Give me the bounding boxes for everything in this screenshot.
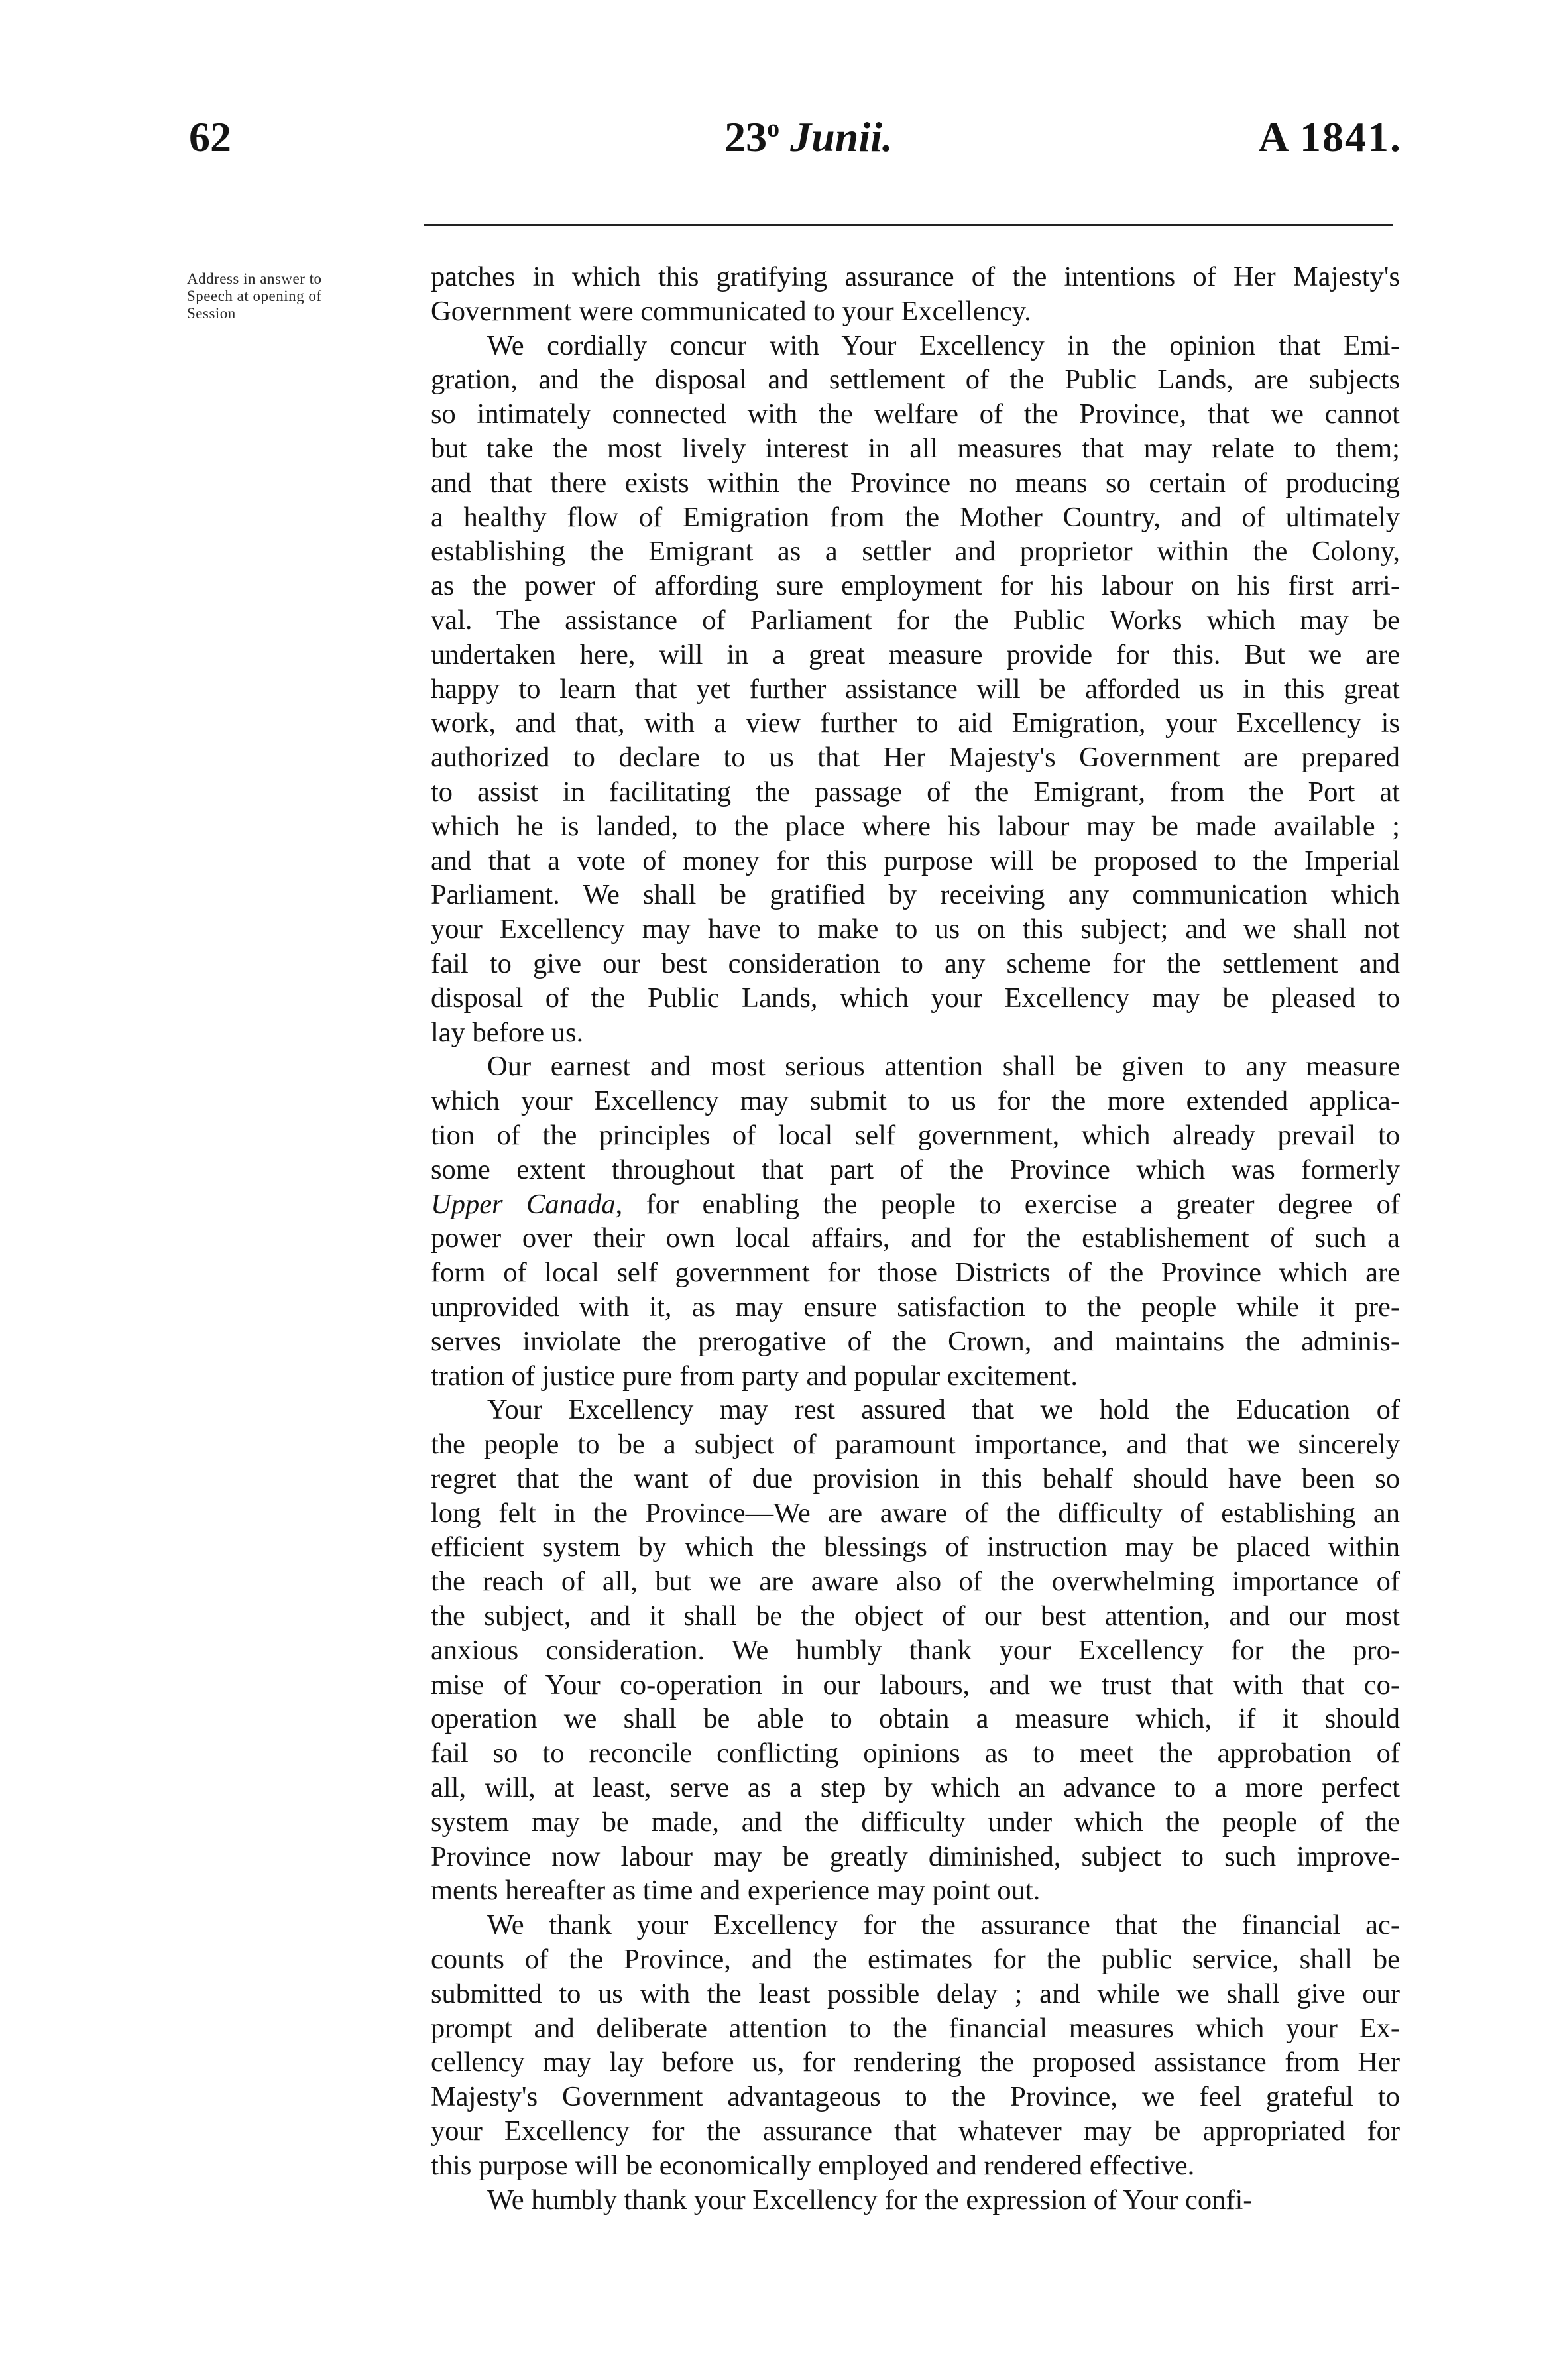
text-line: power over their own local affairs, and for the establishement of such a (431, 1222, 1400, 1254)
text-line: your Excellency for the assurance that whatever may be appropriated for (431, 2115, 1400, 2147)
text-line: to assist in facilitating the passage of the Emigrant, from the Port at (431, 776, 1400, 807)
text-line: system may be made, and the difficulty under which the people of the (431, 1806, 1400, 1838)
text-line: form of local self government for those Districts of the Province which are (431, 1257, 1400, 1289)
text-line: tion of the principles of local self government, which already prevail to (431, 1119, 1400, 1151)
text-line: We cordially concur with Your Excellency in the opinion that Emi- (487, 329, 1400, 361)
text-line: val. The assistance of Parliament for the Public Works which may be (431, 604, 1400, 636)
text-line: operation we shall be able to obtain a measure which, if it should (431, 1703, 1400, 1735)
text-line: We humbly thank your Excellency for the expression of Your confi- (487, 2184, 1253, 2216)
text-line: anxious consideration. We humbly thank your Excellency for the pro- (431, 1634, 1400, 1666)
text-line: establishing the Emigrant as a settler and proprietor within the Colony, (431, 536, 1400, 567)
text-line: Your Excellency may rest assured that we hold the Education of (487, 1394, 1400, 1426)
text-line: the reach of all, but we are aware also of the overwhelming importance of (431, 1566, 1400, 1598)
text-line: lay before us. (431, 1016, 584, 1048)
text-line: cellency may lay before us, for rendering the proposed assistance from Her (431, 2047, 1400, 2078)
text-line: regret that the want of due provision in this behalf should have been so (431, 1462, 1400, 1494)
text-line: mise of Your co-operation in our labours, and we trust that with that co- (431, 1669, 1400, 1700)
text-line: ments hereafter as time and experience may point out. (431, 1875, 1041, 1907)
marginal-note-line: Speech at opening of (187, 288, 322, 304)
text-line: tration of justice pure from party and popular excitement. (431, 1360, 1078, 1392)
text-line: We thank your Excellency for the assurance that the financial ac- (487, 1909, 1400, 1941)
text-line: your Excellency may have to make to us on this subject; and we shall not (431, 914, 1400, 945)
text-line: disposal of the Public Lands, which your Excellency may be pleased to (431, 982, 1400, 1014)
text-line: undertaken here, will in a great measure provide for this. But we are (431, 638, 1400, 670)
text-line: efficient system by which the blessings of instruction may be placed within (431, 1531, 1400, 1563)
text-line: long felt in the Province—We are aware of the difficulty of establishing an (431, 1497, 1400, 1529)
marginal-note (187, 270, 426, 322)
text-line: which your Excellency may submit to us for the more extended applica- (431, 1085, 1400, 1117)
text-line: as the power of affording sure employment for his labour on his first arri- (431, 570, 1400, 602)
text-line: Our earnest and most serious attention shall be given to any measure (487, 1051, 1400, 1083)
text-line: patches in which this gratifying assurance of the intentions of Her Majesty's (431, 261, 1400, 292)
date-month: Junii. (790, 113, 893, 160)
text-line: the subject, and it shall be the object of our best attention, and our most (431, 1600, 1400, 1632)
text-line: Government were communicated to your Excellency. (431, 295, 1031, 327)
text-line: this purpose will be economically employed and rendered effective. (431, 2149, 1195, 2181)
header-year: A 1841. (1258, 113, 1402, 160)
marginal-note-line: Address in answer to (187, 270, 322, 287)
page-number: 62 (189, 113, 231, 160)
header-date (724, 113, 893, 162)
text-line: Majesty's Government advantageous to the Province, we feel grateful to (431, 2081, 1400, 2113)
text-line: happy to learn that yet further assistance will be afforded us in this great (431, 673, 1400, 705)
text-line: work, and that, with a view further to aid Emigration, your Excellency is (431, 707, 1400, 739)
text-line: so intimately connected with the welfare of the Province, that we cannot (431, 398, 1400, 430)
text-line: Parliament. We shall be gratified by receiving any communication which (431, 879, 1400, 911)
text-line: serves inviolate the prerogative of the Crown, and maintains the adminis- (431, 1325, 1400, 1357)
text-line: all, will, at least, serve as a step by which an advance to a more perfect (431, 1772, 1400, 1804)
text-line: which he is landed, to the place where his labour may be made available ; (431, 810, 1400, 842)
text-line: gration, and the disposal and settlement of the Public Lands, are subjects (431, 364, 1400, 396)
text-line: the people to be a subject of paramount importance, and that we sincerely (431, 1429, 1400, 1460)
text-line: unprovided with it, as may ensure satisfaction to the people while it pre- (431, 1291, 1400, 1323)
date-degree: o (767, 114, 780, 143)
body-text (431, 260, 1400, 2217)
text-line: but take the most lively interest in all measures that may relate to them; (431, 432, 1400, 464)
text-line: submitted to us with the least possible delay ; and while we shall give our (431, 1978, 1400, 2009)
text-line: fail to give our best consideration to any scheme for the settlement and (431, 947, 1400, 979)
text-line: and that a vote of money for this purpose will be proposed to the Imperial (431, 845, 1400, 876)
marginal-note-line: Session (187, 305, 236, 322)
text-line: fail so to reconcile conflicting opinions as to meet the approbation of (431, 1738, 1400, 1769)
text-line: Province now labour may be greatly diminished, subject to such improve- (431, 1840, 1400, 1872)
text-line: Upper Canada, for enabling the people to exercise a greater degree of (431, 1188, 1400, 1220)
italic-term: Upper Canada (431, 1188, 616, 1220)
text-line: some extent throughout that part of the Province which was formerly (431, 1154, 1400, 1185)
text-line: and that there exists within the Province no means so certain of producing (431, 467, 1400, 499)
text-line: authorized to declare to us that Her Majesty's Government are prepared (431, 742, 1400, 774)
text-line: prompt and deliberate attention to the financial measures which your Ex- (431, 2012, 1400, 2044)
text-line: counts of the Province, and the estimates for the public service, shall be (431, 1944, 1400, 1976)
text-line: a healthy flow of Emigration from the Mother Country, and of ultimately (431, 501, 1400, 533)
running-header (189, 113, 1402, 186)
date-day: 23 (724, 113, 768, 160)
header-rule (424, 224, 1393, 226)
